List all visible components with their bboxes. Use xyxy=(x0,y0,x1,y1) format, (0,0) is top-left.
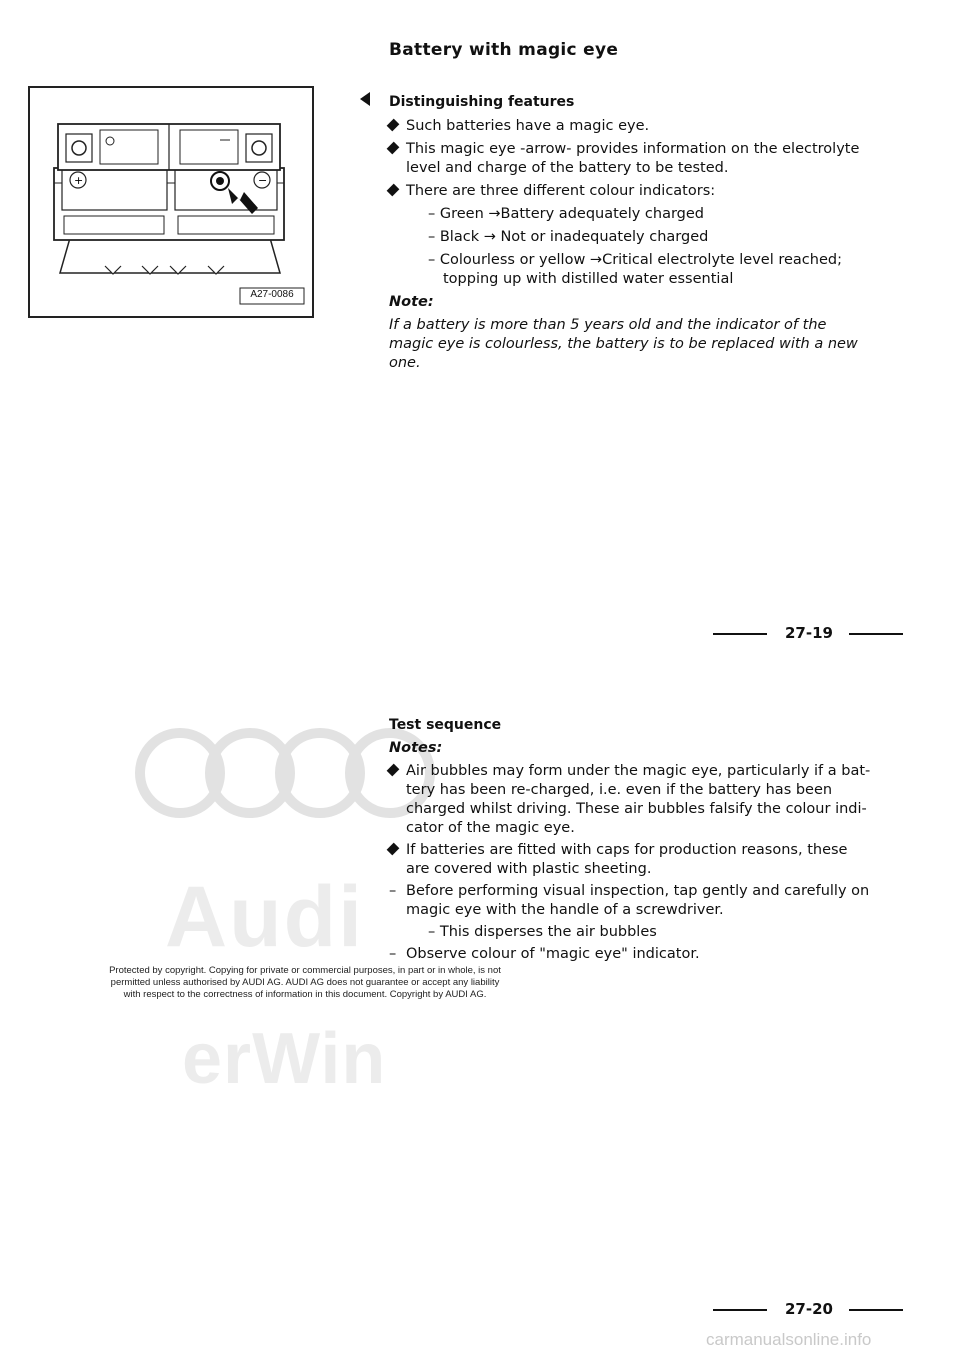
list-item: Such batteries have a magic eye. xyxy=(389,117,889,136)
page-title: Battery with magic eye xyxy=(389,40,619,60)
svg-text:−: − xyxy=(258,174,268,187)
page-number-rule-right xyxy=(849,633,903,635)
list-item-line: are covered with plastic sheeting. xyxy=(406,861,652,877)
step-item: – Observe colour of "magic eye" indicator. xyxy=(389,946,700,962)
note-line: magic eye is colourless, the battery is to be replaced with a new xyxy=(389,336,858,352)
diamond-bullet-icon xyxy=(387,184,400,197)
notes-label: Notes: xyxy=(389,740,443,756)
svg-text:+: + xyxy=(74,174,84,187)
battery-figure xyxy=(28,86,314,318)
note-line: one. xyxy=(389,355,421,371)
indicator-item-continued: topping up with distilled water essential xyxy=(443,271,734,287)
diamond-bullet-icon xyxy=(387,142,400,155)
list-item-line: cator of the magic eye. xyxy=(406,820,575,836)
note-label: Note: xyxy=(389,294,434,310)
list-item: Air bubbles may form under the magic eye, particularly if a bat- xyxy=(389,762,889,781)
step-item: – Before performing visual inspection, tap gently and carefully on xyxy=(389,883,870,899)
page-number-rule-left xyxy=(713,1309,767,1311)
list-item: If batteries are fitted with caps for production reasons, these xyxy=(389,841,889,860)
figure-pointer-icon xyxy=(360,92,370,106)
watermark-word: Audi xyxy=(165,869,365,965)
watermark-word: erWin xyxy=(182,1019,387,1099)
step-item-line: magic eye with the handle of a screwdriver. xyxy=(406,902,724,918)
page-number-rule-left xyxy=(713,633,767,635)
list-item-line: tery has been re-charged, i.e. even if the battery has been xyxy=(406,782,833,798)
indicator-item: – Black → Not or inadequately charged xyxy=(428,229,709,245)
footer-site-link[interactable]: carmanualsonline.info xyxy=(706,1330,872,1349)
section-heading-distinguishing: Distinguishing features xyxy=(389,94,575,110)
indicator-item: – Green →Battery adequately charged xyxy=(428,206,705,222)
indicator-item: – Colourless or yellow →Critical electrolyte level reached; xyxy=(428,252,842,268)
section-heading-test-sequence: Test sequence xyxy=(389,717,502,733)
figure-label: A27-0086 xyxy=(250,289,294,300)
battery-illustration xyxy=(30,88,312,316)
diamond-bullet-icon xyxy=(387,843,400,856)
list-item: There are three different colour indicators: xyxy=(389,182,889,201)
copyright-notice: Protected by copyright. Copying for private or commercial purposes, in part or in whole, is not permitted unless authorised by AUDI AG. AUDI AG does not guarantee or accept any liability with respect to the correctness of information in this document. Copyright by AUDI AG. xyxy=(109,965,501,1000)
note-line: If a battery is more than 5 years old and the indicator of the xyxy=(389,317,827,333)
page-number-rule-right xyxy=(849,1309,903,1311)
step-sub-item: – This disperses the air bubbles xyxy=(428,924,657,940)
page-number: 27-19 xyxy=(785,624,833,642)
diamond-bullet-icon xyxy=(387,764,400,777)
list-item-line: charged whilst driving. These air bubbles falsify the colour indi- xyxy=(406,801,867,817)
list-item: This magic eye -arrow- provides information on the electrolyte level and charge of the battery to be tested. xyxy=(389,140,879,178)
diamond-bullet-icon xyxy=(387,119,400,132)
page-number: 27-20 xyxy=(785,1300,833,1318)
